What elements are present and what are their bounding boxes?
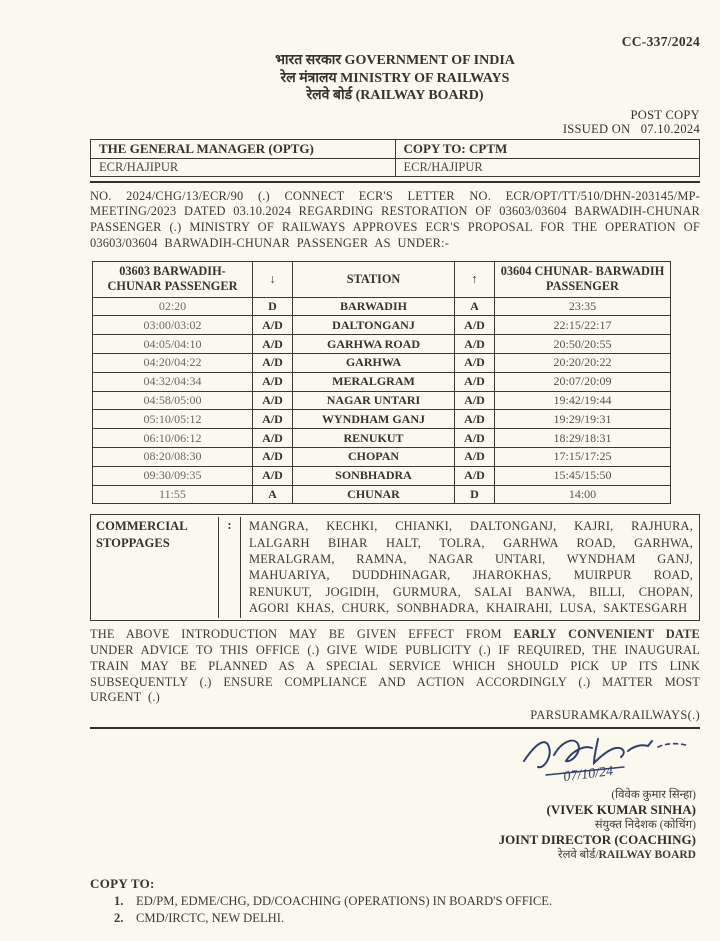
schedule-cell-dep-time: 02:20 <box>93 297 253 316</box>
schedule-cell-dep-time: 05:10/05:12 <box>93 410 253 429</box>
schedule-cell-dep-time: 08:20/08:30 <box>93 448 253 467</box>
schedule-row <box>93 297 671 316</box>
signer-name-english: (VIVEK KUMAR SINHA) <box>546 802 696 818</box>
header-station: STATION <box>293 261 455 297</box>
post-copy-block <box>90 108 700 137</box>
schedule-row <box>93 316 671 335</box>
addressee-left-office: ECR/HAJIPUR <box>91 158 396 176</box>
schedule-cell-dep-flag: A <box>253 485 293 504</box>
letterhead-ministry-line: रेल मंत्रालय MINISTRY OF RAILWAYS <box>280 70 510 86</box>
schedule-cell-arr-time: 23:35 <box>495 297 671 316</box>
letterhead-board-line: रेलवे बोर्ड (RAILWAY BOARD) <box>306 88 484 103</box>
addressee-table <box>90 139 700 177</box>
copy-to-label: COPY TO: <box>90 876 155 892</box>
schedule-cell-dep-time: 03:00/03:02 <box>93 316 253 335</box>
org-hindi: रेलवे बोर्ड/ <box>557 849 599 862</box>
schedule-cell-dep-time: 06:10/06:12 <box>93 429 253 448</box>
stoppages-colon: : <box>219 517 241 618</box>
train-schedule-table <box>92 261 671 505</box>
schedule-cell-arr-time: 22:15/22:17 <box>495 316 671 335</box>
schedule-row <box>93 448 671 467</box>
signer-name-hindi: (विवेक कुमार सिन्हा) <box>611 789 696 802</box>
letterhead <box>90 52 700 105</box>
copy-to-item-text: ED/PM, EDME/CHG, DD/COACHING (OPERATIONS) IN BOARD'S OFFICE. <box>136 894 553 909</box>
schedule-row <box>93 391 671 410</box>
arrow-up-icon: ↑ <box>455 261 495 297</box>
schedule-cell-station: MERALGRAM <box>293 372 455 391</box>
schedule-cell-dep-time: 04:32/04:34 <box>93 372 253 391</box>
copy-to-list <box>90 894 700 926</box>
header-train-03604: 03604 CHUNAR- BARWADIH PASSENGER <box>495 261 671 297</box>
signer-org-line <box>90 848 696 862</box>
copy-to-item <box>114 894 700 909</box>
sender-code: PARSURAMKA/RAILWAYS(.) <box>530 708 700 723</box>
schedule-cell-arr-flag: A <box>455 297 495 316</box>
schedule-cell-dep-time: 04:20/04:22 <box>93 354 253 373</box>
schedule-cell-arr-flag: D <box>455 485 495 504</box>
horizontal-rule-top <box>90 181 700 183</box>
schedule-cell-arr-time: 20:20/20:22 <box>495 354 671 373</box>
schedule-cell-arr-time: 14:00 <box>495 485 671 504</box>
closing-post: UNDER ADVICE TO THIS OFFICE (.) GIVE WIDE PUBLICITY (.) IF REQUIRED, THE INAUGURAL TRAIN MAY BE PLANNED AS A SPECIAL SERVICE WHICH SHOULD PICK UP ITS LINK SUBSEQUENTLY (.) ENSURE COMPLIANCE AND ACTION ACCORDINGLY (.) MATTER MOST URGENT (.) <box>90 643 700 705</box>
schedule-cell-dep-flag: A/D <box>253 391 293 410</box>
schedule-cell-station: GARHWA <box>293 354 455 373</box>
schedule-cell-arr-flag: A/D <box>455 316 495 335</box>
org-english: RAILWAY BOARD <box>598 849 696 862</box>
schedule-cell-arr-flag: A/D <box>455 448 495 467</box>
reference-number: CC-337/2024 <box>621 34 700 49</box>
schedule-row <box>93 335 671 354</box>
schedule-row <box>93 354 671 373</box>
signer-designation-english: JOINT DIRECTOR (COACHING) <box>498 832 696 848</box>
header-train-03603: 03603 BARWADIH- CHUNAR PASSENGER <box>93 261 253 297</box>
copy-to-item-number: 2. <box>114 911 124 926</box>
signer-designation-hindi: संयुक्त निदेशक (कोचिंग) <box>594 819 696 832</box>
arrow-down-icon: ↓ <box>253 261 293 297</box>
body-paragraph: NO. 2024/CHG/13/ECR/90 (.) CONNECT ECR'S LETTER NO. ECR/OPT/TT/510/DHN-203145/MP-MEETING/2023 DATED 03.10.2024 REGARDING RESTORATION OF 03603/03604 BARWADIH-CHUNAR PASSENGER (.) MINISTRY OF RAILWAYS APPROVES ECR'S PROPOSAL FOR THE OPERATION OF 03603/03604 BARWADIH-CHUNAR PASSENGER AS UNDER:- <box>90 188 700 250</box>
schedule-cell-dep-flag: A/D <box>253 335 293 354</box>
schedule-cell-dep-time: 09:30/09:35 <box>93 466 253 485</box>
schedule-cell-station: CHUNAR <box>293 485 455 504</box>
addressee-left-title: THE GENERAL MANAGER (OPTG) <box>91 139 396 158</box>
stoppages-list: MANGRA, KECHKI, CHIANKI, DALTONGANJ, KAJRI, RAJHURA, LALGARH BIHAR HALT, TOLRA, GARHWA ROAD, GARHWA, MERALGRAM, RAMNA, NAGAR UNTARI, WYNDHAM GANJ, MAHUARIYA, DUDDHINAGAR, JHAROKHAS, MUIRPUR ROAD, RENUKUT, JOGIDIH, GURMURA, SALAI BANWA, BILLI, CHOPAN, AGORI KHAS, CHURK, SONBHADRA, KHAIRAHI, LUSA, SAKTESGARH <box>249 519 693 615</box>
schedule-cell-dep-flag: A/D <box>253 429 293 448</box>
schedule-cell-dep-time: 04:05/04:10 <box>93 335 253 354</box>
copy-to-item-text: CMD/IRCTC, NEW DELHI. <box>136 911 285 926</box>
addressee-right-title: COPY TO: CPTM <box>395 139 700 158</box>
schedule-cell-dep-flag: A/D <box>253 466 293 485</box>
letterhead-govt-line: भारत सरकार GOVERNMENT OF INDIA <box>275 53 515 68</box>
copy-to-section <box>90 876 700 926</box>
schedule-row <box>93 410 671 429</box>
commercial-stoppages-box <box>90 514 700 621</box>
schedule-cell-arr-flag: A/D <box>455 410 495 429</box>
schedule-cell-arr-time: 19:29/19:31 <box>495 410 671 429</box>
schedule-cell-dep-flag: A/D <box>253 316 293 335</box>
post-copy-label: POST COPY <box>630 107 700 122</box>
schedule-cell-station: WYNDHAM GANJ <box>293 410 455 429</box>
schedule-cell-arr-flag: A/D <box>455 466 495 485</box>
schedule-cell-dep-flag: D <box>253 297 293 316</box>
schedule-cell-station: DALTONGANJ <box>293 316 455 335</box>
schedule-cell-dep-flag: A/D <box>253 410 293 429</box>
handwritten-signature-icon <box>506 731 696 789</box>
schedule-body <box>93 297 671 504</box>
closing-paragraph <box>90 627 700 706</box>
schedule-cell-dep-time: 04:58/05:00 <box>93 391 253 410</box>
schedule-cell-arr-flag: A/D <box>455 429 495 448</box>
schedule-cell-arr-time: 19:42/19:44 <box>495 391 671 410</box>
schedule-cell-arr-flag: A/D <box>455 391 495 410</box>
schedule-cell-arr-flag: A/D <box>455 354 495 373</box>
schedule-cell-dep-flag: A/D <box>253 448 293 467</box>
schedule-cell-arr-flag: A/D <box>455 372 495 391</box>
copy-to-item <box>114 911 700 926</box>
schedule-row <box>93 429 671 448</box>
schedule-cell-station: BARWADIH <box>293 297 455 316</box>
closing-bold-phrase: EARLY CONVENIENT DATE <box>513 627 701 642</box>
issued-on-line: ISSUED ON 07.10.2024 <box>562 122 700 136</box>
signature-block <box>90 731 700 862</box>
schedule-row <box>93 485 671 504</box>
copy-to-item-number: 1. <box>114 894 124 909</box>
schedule-cell-arr-time: 20:50/20:55 <box>495 335 671 354</box>
schedule-cell-station: CHOPAN <box>293 448 455 467</box>
signature-date: 07/10/24 <box>562 764 614 786</box>
schedule-cell-station: RENUKUT <box>293 429 455 448</box>
schedule-cell-station: SONBHADRA <box>293 466 455 485</box>
schedule-cell-arr-time: 20:07/20:09 <box>495 372 671 391</box>
schedule-cell-station: NAGAR UNTARI <box>293 391 455 410</box>
stoppages-label: COMMERCIAL STOPPAGES <box>91 517 219 618</box>
schedule-cell-arr-time: 18:29/18:31 <box>495 429 671 448</box>
schedule-cell-arr-time: 15:45/15:50 <box>495 466 671 485</box>
schedule-row <box>93 466 671 485</box>
schedule-cell-dep-flag: A/D <box>253 354 293 373</box>
schedule-cell-station: GARHWA ROAD <box>293 335 455 354</box>
schedule-cell-arr-time: 17:15/17:25 <box>495 448 671 467</box>
schedule-header-row <box>93 261 671 297</box>
schedule-cell-arr-flag: A/D <box>455 335 495 354</box>
addressee-right-office: ECR/HAJIPUR <box>395 158 700 176</box>
closing-pre: THE ABOVE INTRODUCTION MAY BE GIVEN EFFECT FROM <box>90 627 514 642</box>
horizontal-rule-bottom <box>90 727 700 729</box>
schedule-row <box>93 372 671 391</box>
schedule-cell-dep-time: 11:55 <box>93 485 253 504</box>
schedule-cell-dep-flag: A/D <box>253 372 293 391</box>
